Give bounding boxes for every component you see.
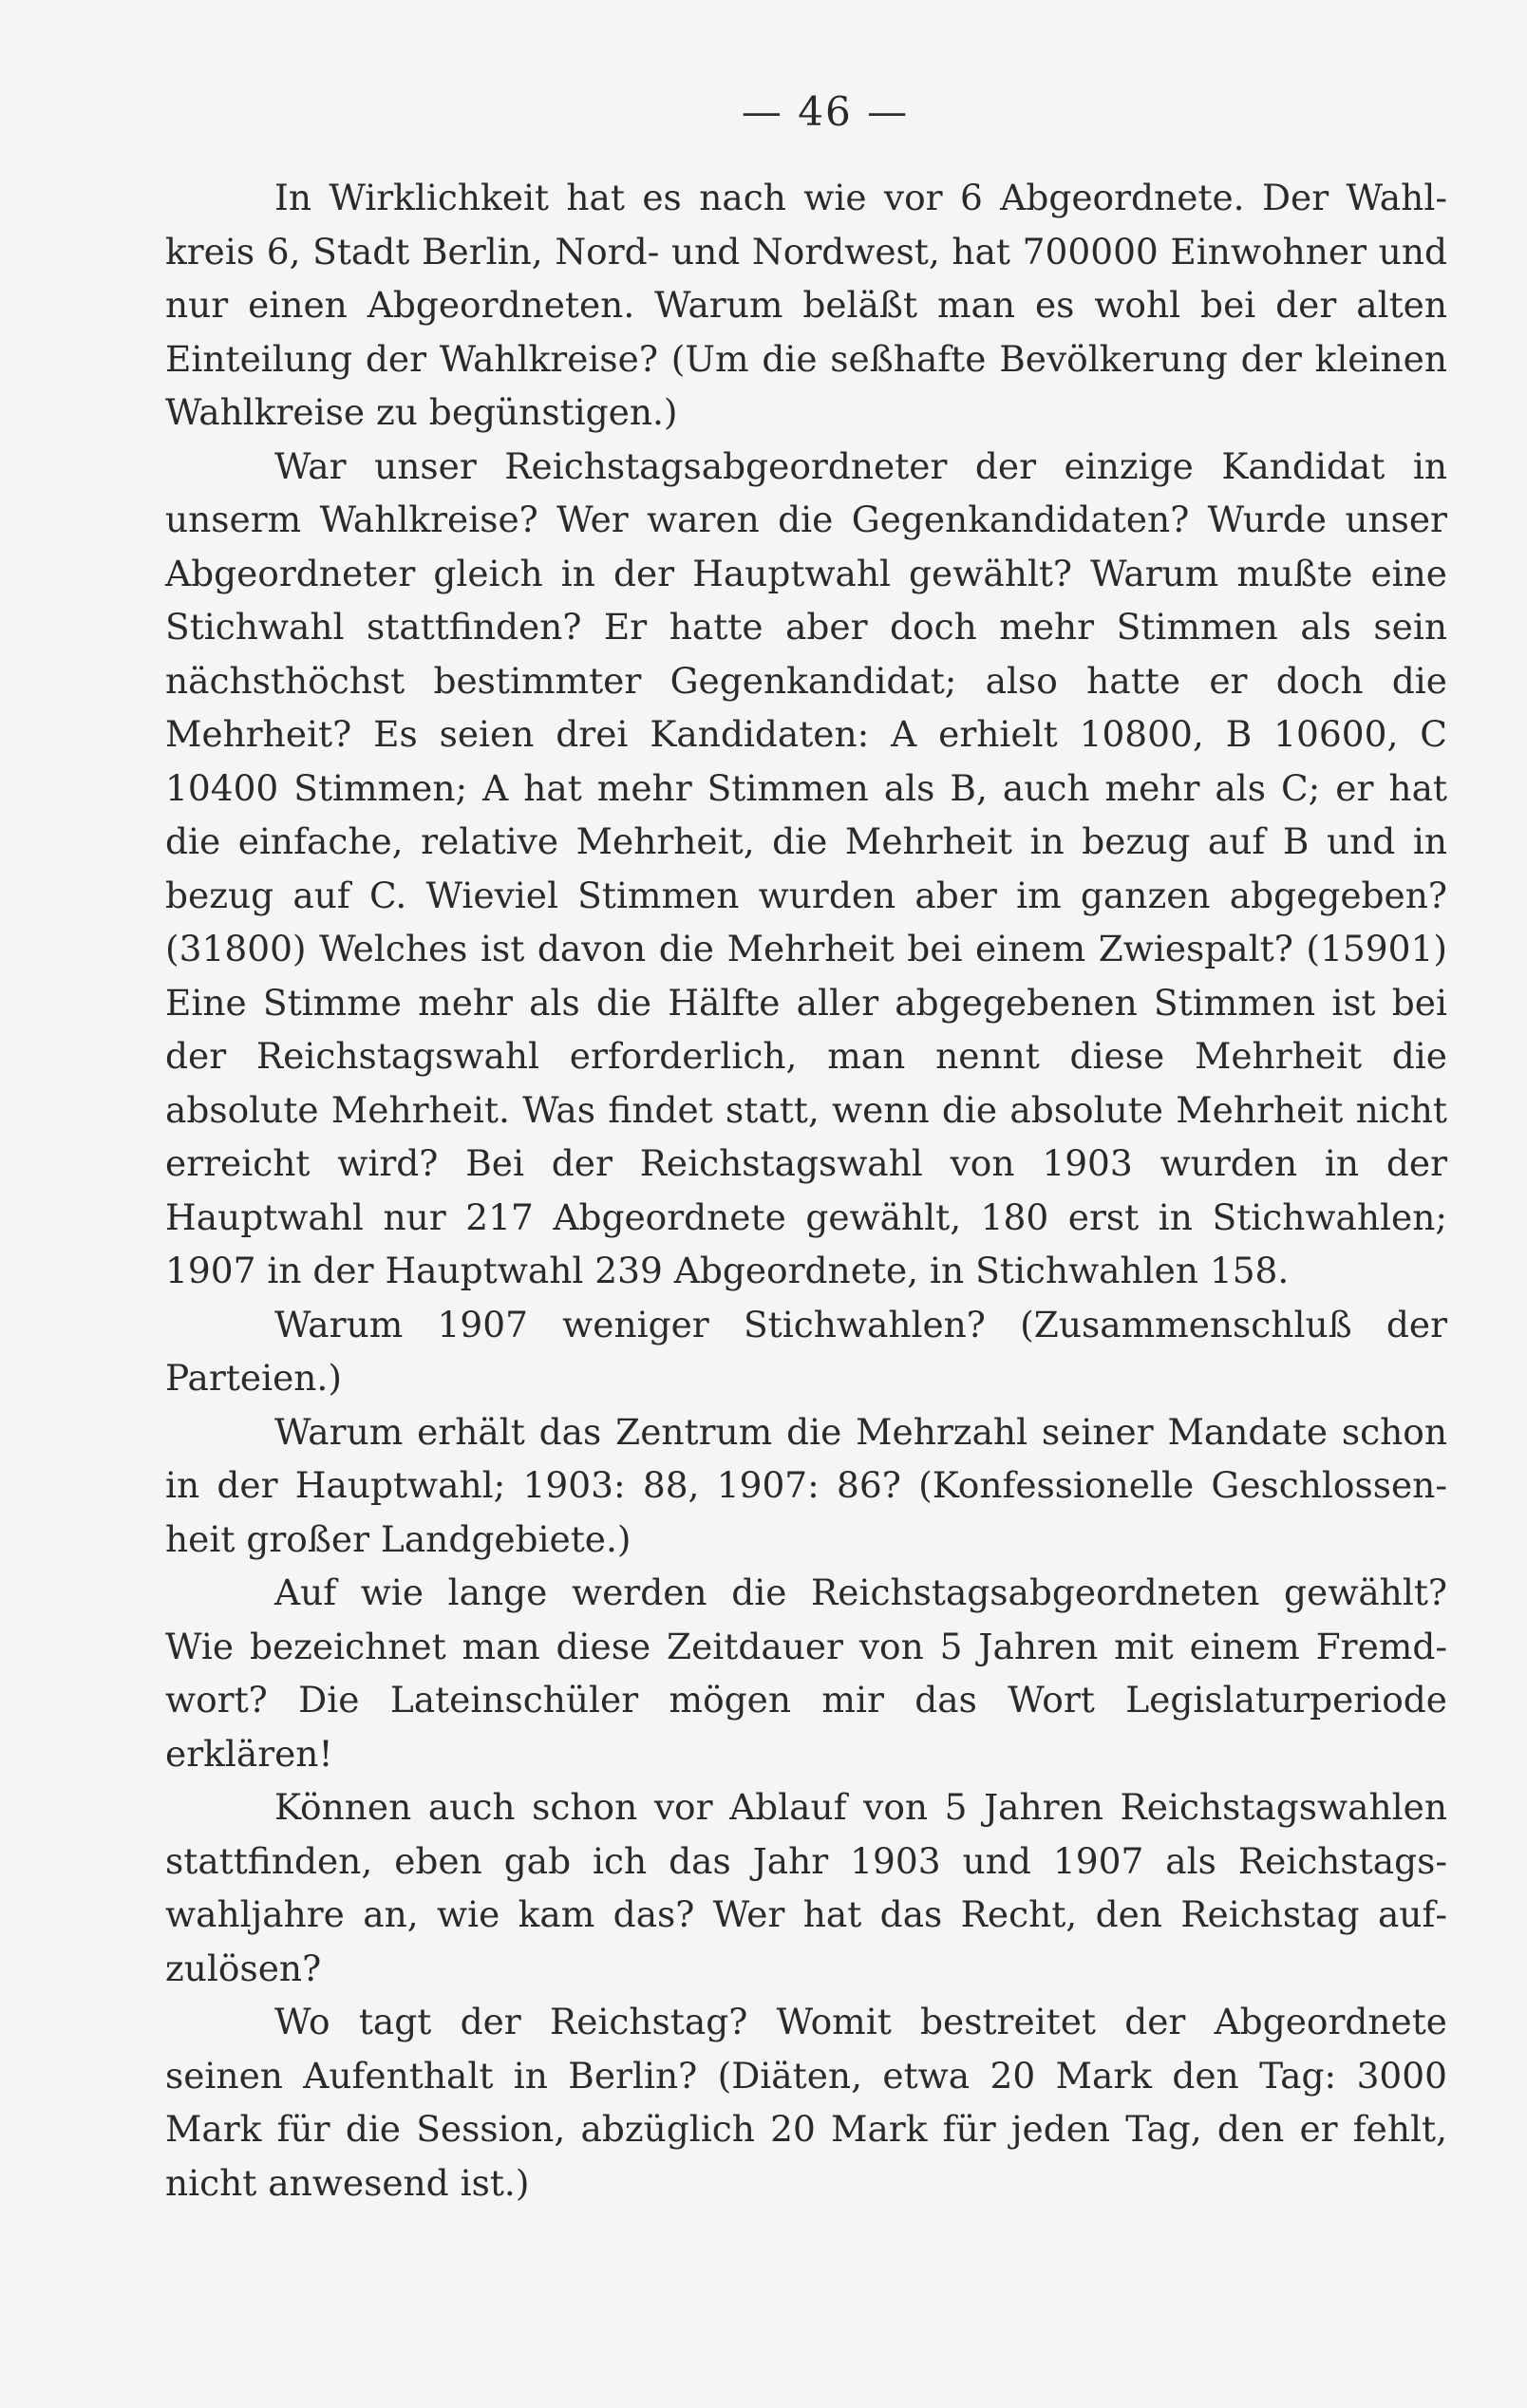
paragraph: Wo tagt der Reichstag? Womit bestreitet der Abgeordnete seinen Aufenthalt in Berlin? (Diäten, etwa 20 Mark den Tag: 3000 Mark für die Session, abzüglich 20 Mark für jeden Tag, den er fehlt, nicht anwesend ist.) [165,2001,1447,2204]
paragraph: In Wirklichkeit hat es nach wie vor 6 Abgeordnete. Der Wahlkreis 6, Stadt Berlin, Nord- und Nordwest, hat 700000 Einwohner und nur einen Abgeordneten. Warum beläßt man es wohl bei der alten Einteilung der Wahlkreise? (Um die seßhafte Bevölkerung der kleinen Wahlkreise zu begünstigen.) [165,177,1447,433]
paragraph: Können auch schon vor Ablauf von 5 Jahren Reichstagswahlen stattfinden, eben gab ich das Jahr 1903 und 1907 als Reichstagswahljahre an, wie kam das? Wer hat das Recht, den Reichstag aufzulösen? [165,1786,1447,1989]
paragraph: Warum 1907 weniger Stichwahlen? (Zusammenschluß der Parteien.) [165,1303,1447,1399]
page-number: — 46 — [741,88,910,135]
body-text [165,171,1447,2210]
paragraph: War unser Reichstagsabgeordneter der einzige Kandidat in unserm Wahlkreise? Wer waren die Gegenkandidaten? Wurde unser Abgeordneter gleich in der Hauptwahl gewählt? Warum mußte eine Stichwahl stattfinden? Er hatte aber doch mehr Stimmen als sein nächsthöchst bestimmter Gegenkandidat; also hatte er doch die Mehrheit? Es seien drei Kandidaten: A erhielt 10800, B 10600, C 10400 Stimmen; A hat mehr Stimmen als B, auch mehr als C; er hat die einfache, relative Mehrheit, die Mehrheit in bezug auf B und in bezug auf C. Wieviel Stimmen wurden aber im ganzen abgegeben? (31800) Welches ist davon die Mehrheit bei einem Zwiespalt? (15901) Eine Stimme mehr als die Hälfte aller abgegebenen Stimmen ist bei der Reichstagswahl erforderlich, man nennt diese Mehrheit die absolute Mehrheit. Was findet statt, wenn die absolute Mehrheit nicht erreicht wird? Bei der Reichstagswahl von 1903 wurden in der Hauptwahl nur 217 Abgeordnete gewählt, 180 erst in Stichwahlen; 1907 in der Hauptwahl 239 Abgeordnete, in Stichwahlen 158. [165,444,1447,1291]
paragraph: Warum erhält das Zentrum die Mehrzahl seiner Mandate schon in der Hauptwahl; 1903: 88, 1907: 86? (Konfessionelle Geschlossenheit großer Landgebiete.) [165,1410,1447,1560]
paragraph: Auf wie lange werden die Reichstagsabgeordneten gewählt? Wie bezeichnet man diese Zeitdauer von 5 Jahren mit einem Fremdwort? Die Lateinschüler mögen mir das Wort Legislaturperiode erklären! [165,1571,1447,1775]
